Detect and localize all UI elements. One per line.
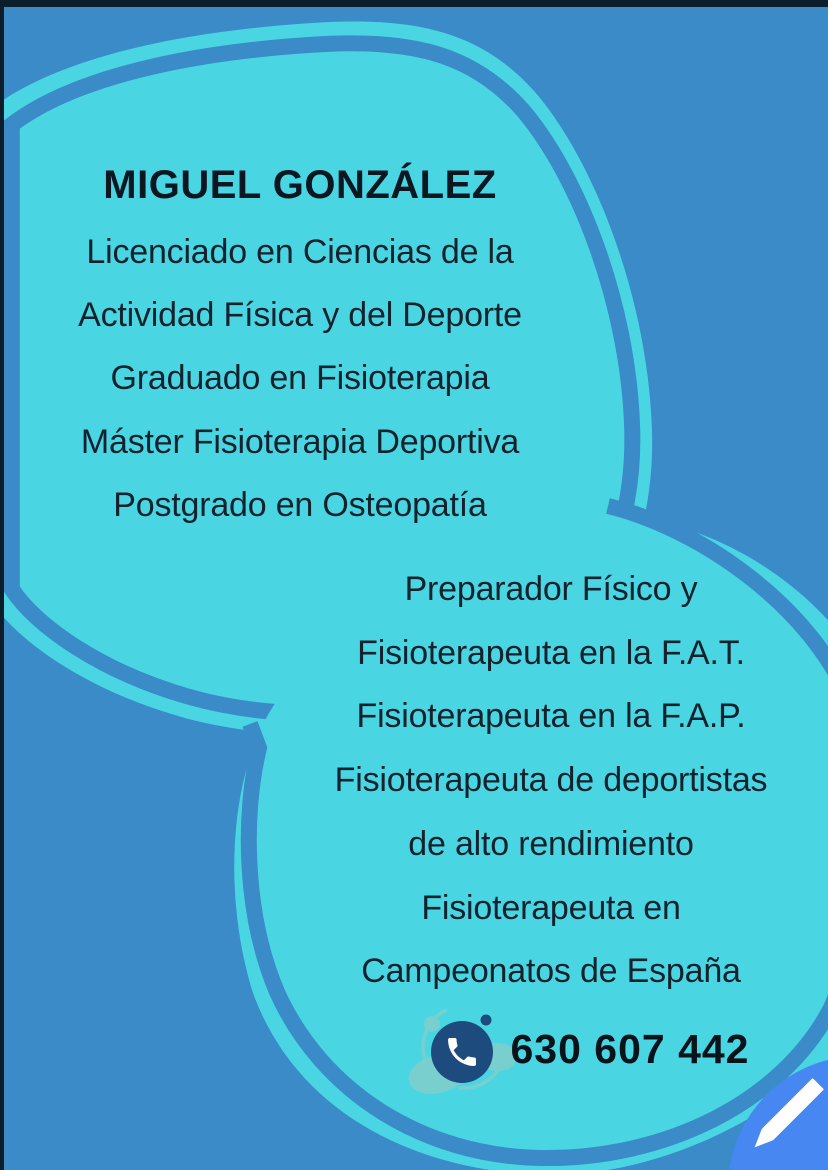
credential-line: Actividad Física y del Deporte: [78, 296, 522, 335]
left-frame-bar: [0, 0, 4, 1170]
credential-line: de alto rendimiento: [408, 824, 694, 863]
phone-orbit-dot: [481, 1015, 492, 1026]
credential-line: Fisioterapeuta de deportistas: [334, 761, 768, 800]
bottom-credentials: [248, 558, 828, 1004]
credential-line: Fisioterapeuta en: [421, 888, 681, 927]
top-credentials: [0, 221, 610, 537]
credential-line: Postgrado en Osteopatía: [113, 485, 487, 524]
credential-line: Máster Fisioterapia Deportiva: [80, 422, 520, 461]
credential-line: Licenciado en Ciencias de la: [86, 233, 514, 271]
top-frame-bar: [0, 0, 828, 7]
phone-number: 630 607 442: [510, 1026, 750, 1072]
credential-line: Preparador Físico y: [404, 570, 698, 608]
credential-line: Fisioterapeuta en la F.A.P.: [356, 697, 746, 736]
credential-line: Campeonatos de España: [361, 952, 741, 991]
person-name: MIGUEL GONZÁLEZ: [103, 163, 497, 207]
credential-line: Fisioterapeuta en la F.A.T.: [357, 633, 745, 672]
credential-line: Graduado en Fisioterapia: [110, 359, 490, 398]
